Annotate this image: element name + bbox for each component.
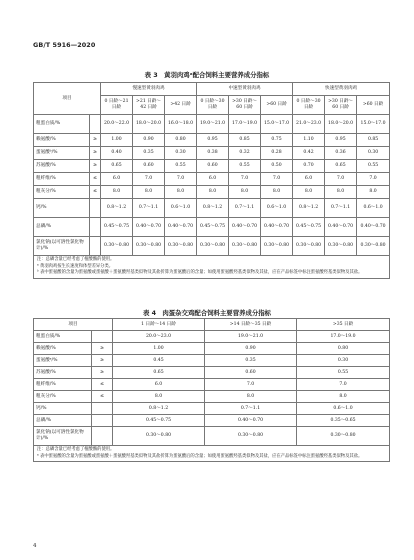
table3-row xyxy=(34,147,390,160)
table3-cell: 18.0～20.0 xyxy=(325,115,357,134)
table3-cell: 7.0 xyxy=(165,173,197,186)
table3-row-symbol xyxy=(90,115,101,134)
table3-cell: 0.75 xyxy=(261,134,293,147)
table3-cell: 19.0～21.0 xyxy=(197,115,229,134)
table4-cell: 19.0～21.0 xyxy=(205,331,297,343)
table4-cell: 0.65 xyxy=(113,367,205,379)
table4-item-header: 项目 xyxy=(34,319,113,331)
table3-cell: 0.30～0.80 xyxy=(325,237,357,256)
table3-note: 注：总磷含量已经考虑了植酸酶的使用。 xyxy=(37,257,115,262)
table4-row-symbol xyxy=(92,427,113,446)
table4-stage-header: >35 日龄 xyxy=(297,319,390,331)
table4-row xyxy=(34,343,390,355)
table3-cell: 0.6～1.0 xyxy=(261,199,293,218)
table3-item-header: 项目 xyxy=(34,83,101,115)
table3-cell: 0.40～0.70 xyxy=(261,218,293,237)
table3-cell: 8.0 xyxy=(357,186,390,199)
table3-row xyxy=(34,199,390,218)
table3-cell: 0.55 xyxy=(229,160,261,173)
table4-cell: 0.45～0.75 xyxy=(113,415,205,427)
table4-row-symbol: ≥ xyxy=(92,367,113,379)
table4-cell: 0.40～0.70 xyxy=(205,415,297,427)
table3-cell: 0.30～0.80 xyxy=(133,237,165,256)
table3-stage-header: 0 日龄～21 日龄 xyxy=(101,96,133,115)
table4-row xyxy=(34,391,390,403)
table3-cell: 0.50 xyxy=(261,160,293,173)
table3-row-symbol: ≤ xyxy=(90,186,101,199)
table3-row xyxy=(34,160,390,173)
standard-code: GB/T 5916—2020 xyxy=(33,41,96,49)
table4-row xyxy=(34,403,390,415)
table3-cell: 0.28 xyxy=(261,147,293,160)
table3-cell: 0.40～0.70 xyxy=(229,218,261,237)
table4-stage-header: >14 日龄～35 日龄 xyxy=(205,319,297,331)
table3-row xyxy=(34,115,390,134)
table4-row xyxy=(34,427,390,446)
table3-stage-header: >60 日龄 xyxy=(261,96,293,115)
table3-note: ᵇ 表中蛋氨酸的含量为蛋氨酸或蛋氨酸＋蛋氨酸羟基类似物及其盐折算为蛋氨酸后的含量；如使用蛋氨酸羟基类似物及其盐，应在产品标签中标注蛋氨酸羟基类似物及其盐。 xyxy=(37,270,363,276)
table3-cell: 0.7～1.1 xyxy=(325,199,357,218)
table4-cell: 0.30～0.80 xyxy=(113,427,205,446)
table4-stage-header: 1 日龄～14 日龄 xyxy=(113,319,205,331)
table4-row-symbol xyxy=(92,403,113,415)
table3-cell: 16.0～18.0 xyxy=(165,115,197,134)
table4-row-symbol: ≤ xyxy=(92,391,113,403)
table3-cell: 0.40～0.70 xyxy=(133,218,165,237)
table3-cell: 7.0 xyxy=(229,173,261,186)
table3-cell: 0.65 xyxy=(325,160,357,173)
table4-cell: 0.8～1.2 xyxy=(113,403,205,415)
table3-row-label: 蛋氨酸ᵇ/% xyxy=(34,147,90,160)
table4 xyxy=(33,318,390,462)
table3-cell: 21.0～23.0 xyxy=(293,115,325,134)
table4-row-symbol: ≤ xyxy=(92,379,113,391)
table4-caption: 表 4 肉蛋杂交鸡配合饲料主要营养成分指标 xyxy=(142,309,272,317)
table3-cell: 8.0 xyxy=(101,186,133,199)
table3-cell: 1.10 xyxy=(293,134,325,147)
table4-notes xyxy=(34,446,390,462)
table3-row-symbol xyxy=(90,218,101,237)
table3-cell: 0.40～0.70 xyxy=(165,218,197,237)
table3-caption: 表 3 黄羽肉鸡ᵃ配合饲料主要营养成分指标 xyxy=(144,71,270,79)
table3-row-label: 粗蛋白质/% xyxy=(34,115,90,134)
table3-cell: 0.40 xyxy=(101,147,133,160)
table3-cell: 0.8～1.2 xyxy=(197,199,229,218)
table4-cell: 1.00 xyxy=(113,343,205,355)
table4-row-label: 粗灰分/% xyxy=(34,391,92,403)
table4-cell: 0.80 xyxy=(297,343,390,355)
table3-stage-header: 0 日龄～30 日龄 xyxy=(197,96,229,115)
table3-cell: 15.0～17.0 xyxy=(261,115,293,134)
table4-row-symbol xyxy=(92,415,113,427)
table3-cell: 0.30～0.80 xyxy=(197,237,229,256)
table4-cell: 0.60 xyxy=(205,367,297,379)
table3-cell: 8.0 xyxy=(325,186,357,199)
table3-cell: 0.65 xyxy=(101,160,133,173)
table3-stage-header: 0 日龄～30 日龄 xyxy=(293,96,325,115)
table3-row xyxy=(34,218,390,237)
table4-cell: 0.7～1.1 xyxy=(205,403,297,415)
table3-cell: 0.40～0.70 xyxy=(357,218,390,237)
table3-cell: 8.0 xyxy=(261,186,293,199)
table3-group-header: 慢速型黄羽肉鸡 xyxy=(101,83,197,96)
table3-row xyxy=(34,237,390,256)
table3-cell: 0.30～0.80 xyxy=(165,237,197,256)
table4-row-label: 苏氨酸/% xyxy=(34,367,92,379)
table3-cell: 0.38 xyxy=(197,147,229,160)
table3-cell: 0.60 xyxy=(197,160,229,173)
table3-cell: 0.30～0.80 xyxy=(357,237,390,256)
table3-row-symbol: ≥ xyxy=(90,134,101,147)
table3-cell: 0.6～1.0 xyxy=(357,199,390,218)
table4-row xyxy=(34,379,390,391)
table3-cell: 0.7～1.1 xyxy=(133,199,165,218)
table4-row-label: 蛋氨酸ᵃ/% xyxy=(34,355,92,367)
table3-cell: 0.8～1.2 xyxy=(101,199,133,218)
table3-row xyxy=(34,173,390,186)
table3-cell: 1.00 xyxy=(101,134,133,147)
table3-cell: 8.0 xyxy=(293,186,325,199)
table4-row-symbol: ≥ xyxy=(92,343,113,355)
table3-cell: 0.55 xyxy=(357,160,390,173)
table3-cell: 0.90 xyxy=(133,134,165,147)
table3-cell: 0.7～1.1 xyxy=(229,199,261,218)
table3-row-label: 总磷/% xyxy=(34,218,90,237)
table3-cell: 0.45～0.75 xyxy=(197,218,229,237)
table3-cell: 0.8～1.2 xyxy=(293,199,325,218)
table4-row-label: 氯化钠(以可溶性氯化物计)/% xyxy=(34,427,92,446)
table3-cell: 15.0～17.0 xyxy=(357,115,390,134)
table3-row-label: 氯化钠(以可溶性氯化物计)/% xyxy=(34,237,90,256)
table3-cell: 0.30 xyxy=(165,147,197,160)
table3-cell: 8.0 xyxy=(133,186,165,199)
table3-cell: 6.0 xyxy=(293,173,325,186)
table4-cell: 0.30 xyxy=(297,355,390,367)
table4-cell: 0.90 xyxy=(205,343,297,355)
table4-row-label: 粗蛋白质/% xyxy=(34,331,92,343)
table3-cell: 0.95 xyxy=(197,134,229,147)
table3-cell: 0.95 xyxy=(325,134,357,147)
table4-cell: 8.0 xyxy=(297,391,390,403)
table3-cell: 0.45～0.75 xyxy=(101,218,133,237)
table3-row-symbol xyxy=(90,237,101,256)
table4-cell: 0.6～1.0 xyxy=(297,403,390,415)
table3-row-symbol: ≥ xyxy=(90,147,101,160)
table4-cell: 0.30～0.80 xyxy=(297,427,390,446)
table3-cell: 0.60 xyxy=(133,160,165,173)
table3-notes xyxy=(34,256,390,279)
table3-cell: 0.80 xyxy=(165,134,197,147)
table4-cell: 8.0 xyxy=(205,391,297,403)
table3-cell: 0.30～0.80 xyxy=(261,237,293,256)
table3-cell: 0.32 xyxy=(229,147,261,160)
table3-row xyxy=(34,134,390,147)
table3-row-symbol: ≤ xyxy=(90,173,101,186)
table3-stage-header: >30 日龄～60 日龄 xyxy=(229,96,261,115)
table4-row-symbol xyxy=(92,331,113,343)
table3 xyxy=(33,82,390,279)
table3-cell: 7.0 xyxy=(261,173,293,186)
table3-cell: 0.30 xyxy=(357,147,390,160)
table3-cell: 6.0 xyxy=(101,173,133,186)
table3-group-header: 中速型黄羽肉鸡 xyxy=(197,83,293,96)
table4-cell: 0.35 xyxy=(205,355,297,367)
table4-row-symbol: ≥ xyxy=(92,355,113,367)
table4-cell: 0.35～0.65 xyxy=(297,415,390,427)
table3-row-label: 钙/% xyxy=(34,199,90,218)
table3-row-symbol: ≥ xyxy=(90,160,101,173)
table4-cell: 20.0～23.0 xyxy=(113,331,205,343)
table3-cell: 7.0 xyxy=(357,173,390,186)
table4-note: ᵃ 表中蛋氨酸的含量为蛋氨酸或蛋氨酸＋蛋氨酸羟基类似物及其盐折算为蛋氨酸后的含量；如使用蛋氨酸羟基类似物及其盐，应在产品标签中标注蛋氨酸羟基类似物及其盐。 xyxy=(37,453,363,459)
table3-row-symbol xyxy=(90,199,101,218)
table4-cell: 0.55 xyxy=(297,367,390,379)
table3-cell: 0.30～0.80 xyxy=(101,237,133,256)
table3-cell: 0.85 xyxy=(229,134,261,147)
table4-row xyxy=(34,415,390,427)
table3-cell: 0.42 xyxy=(293,147,325,160)
table4-cell: 7.0 xyxy=(205,379,297,391)
table3-cell: 7.0 xyxy=(133,173,165,186)
table3-cell: 0.30～0.80 xyxy=(293,237,325,256)
table3-stage-header: >42 日龄 xyxy=(165,96,197,115)
table3-note: ᵃ 黄羽肉鸡按生长速度和体型差异分类。 xyxy=(37,263,114,269)
table4-row xyxy=(34,367,390,379)
table3-cell: 0.40～0.70 xyxy=(325,218,357,237)
table4-row xyxy=(34,331,390,343)
table4-row-label: 钙/% xyxy=(34,403,92,415)
table3-cell: 18.0～20.0 xyxy=(133,115,165,134)
table3-cell: 7.0 xyxy=(325,173,357,186)
table3-cell: 0.45～0.75 xyxy=(293,218,325,237)
table3-cell: 6.0 xyxy=(197,173,229,186)
table3-row-label: 赖氨酸/% xyxy=(34,134,90,147)
table3-cell: 0.6～1.0 xyxy=(165,199,197,218)
table3-stage-header: >21 日龄～42 日龄 xyxy=(133,96,165,115)
table3-cell: 8.0 xyxy=(165,186,197,199)
table4-cell: 17.0～19.0 xyxy=(297,331,390,343)
table4-row-label: 总磷/% xyxy=(34,415,92,427)
table4-cell: 6.0 xyxy=(113,379,205,391)
table3-cell: 0.30～0.80 xyxy=(229,237,261,256)
table3-cell: 0.36 xyxy=(325,147,357,160)
table3-cell: 17.0～19.0 xyxy=(229,115,261,134)
table3-cell: 8.0 xyxy=(229,186,261,199)
table3-cell: 0.35 xyxy=(133,147,165,160)
table3-row-label: 粗纤维/% xyxy=(34,173,90,186)
table3-group-header: 快速型黄羽肉鸡 xyxy=(293,83,390,96)
table4-row-label: 粗纤维/% xyxy=(34,379,92,391)
table4-cell: 7.0 xyxy=(297,379,390,391)
table4-cell: 0.30～0.80 xyxy=(205,427,297,446)
table3-cell: 20.0～22.0 xyxy=(101,115,133,134)
table3-stage-header: >30 日龄～60 日龄 xyxy=(325,96,357,115)
table3-cell: 0.70 xyxy=(293,160,325,173)
table3-cell: 0.55 xyxy=(165,160,197,173)
table3-stage-header: >60 日龄 xyxy=(357,96,390,115)
table4-cell: 8.0 xyxy=(113,391,205,403)
page-number: 4 xyxy=(33,543,37,549)
table3-row-label: 苏氨酸/% xyxy=(34,160,90,173)
table4-row-label: 赖氨酸/% xyxy=(34,343,92,355)
table3-row xyxy=(34,186,390,199)
table3-cell: 8.0 xyxy=(197,186,229,199)
table4-cell: 0.45 xyxy=(113,355,205,367)
table3-cell: 0.85 xyxy=(357,134,390,147)
table4-row xyxy=(34,355,390,367)
table3-row-label: 粗灰分/% xyxy=(34,186,90,199)
table4-note: 注：总磷含量已经考虑了植酸酶的使用。 xyxy=(37,447,115,452)
